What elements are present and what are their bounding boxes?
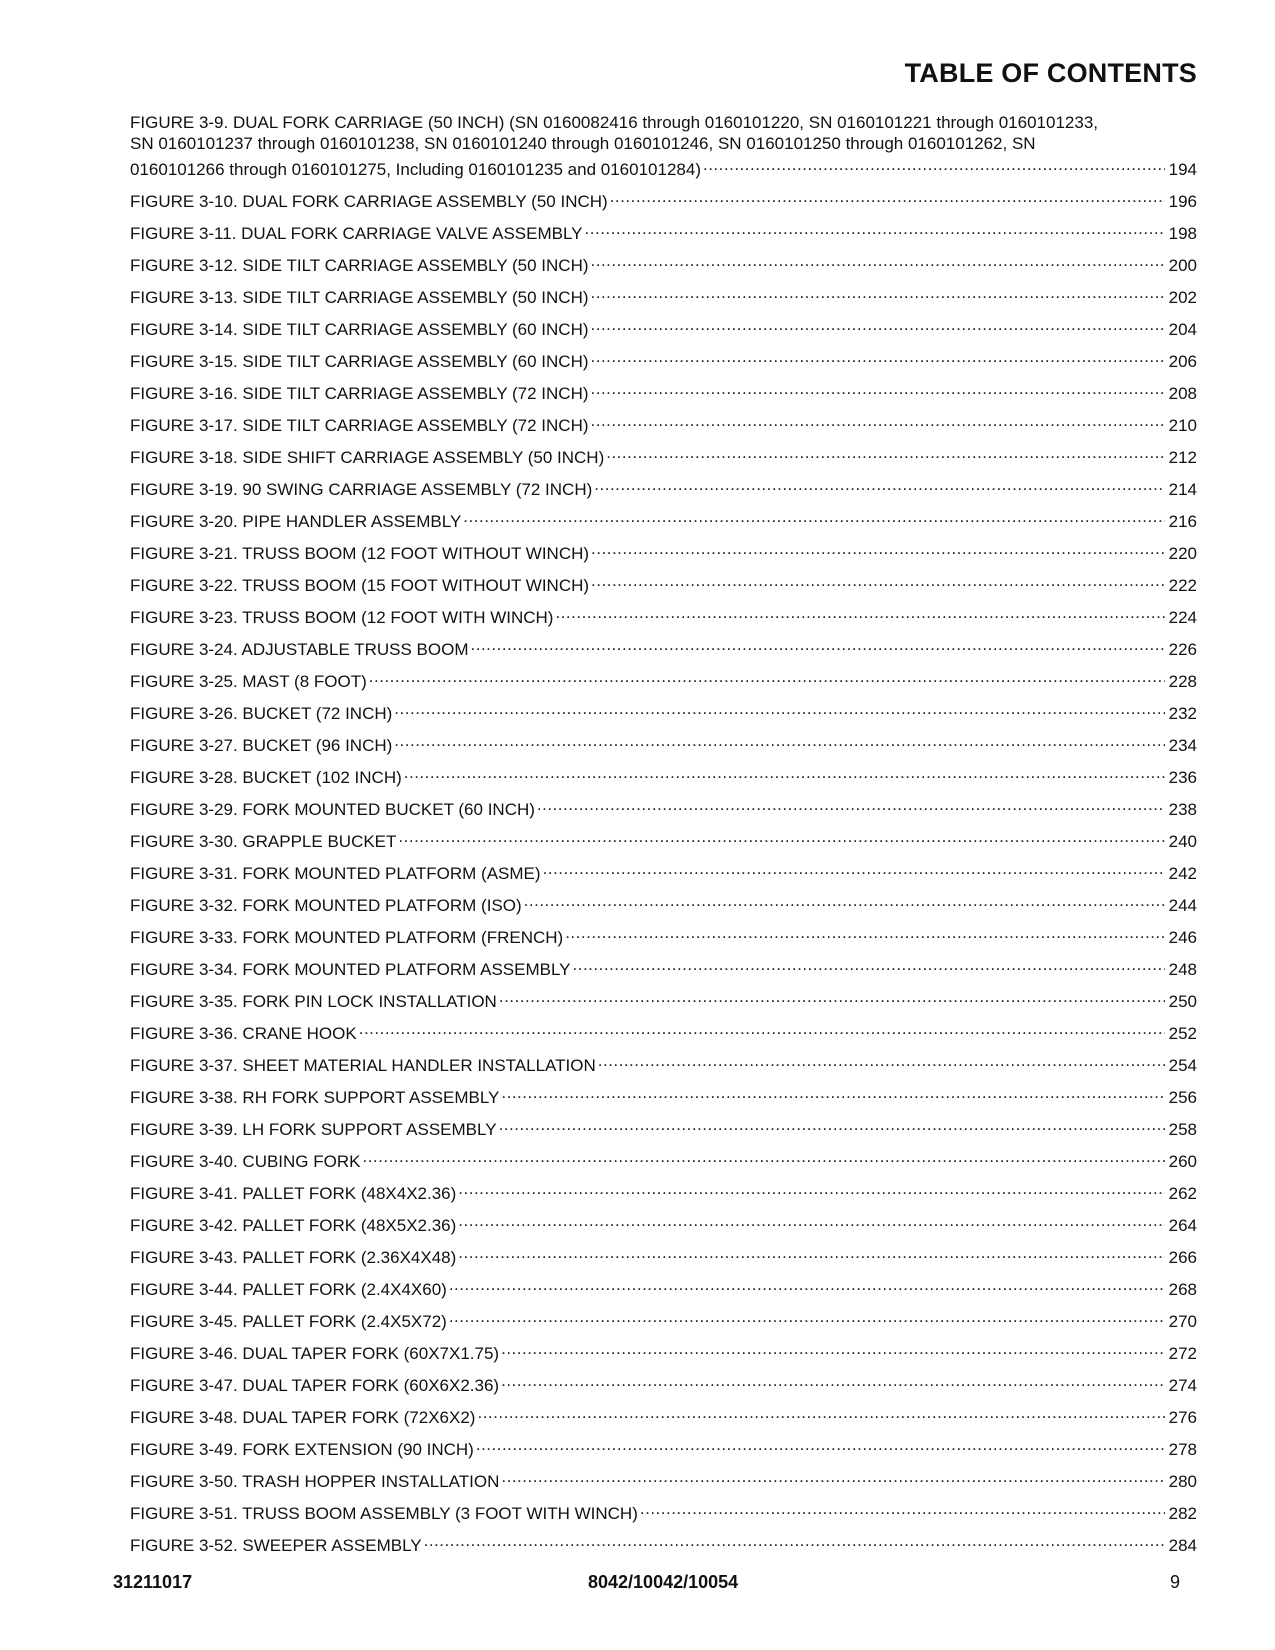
toc-entry-label: FIGURE 3-52. SWEEPER ASSEMBLY <box>130 1536 422 1555</box>
toc-entry-label: FIGURE 3-32. FORK MOUNTED PLATFORM (ISO) <box>130 896 522 915</box>
dot-leader <box>501 1466 1164 1487</box>
toc-entry-label: FIGURE 3-44. PALLET FORK (2.4X4X60) <box>130 1280 447 1299</box>
toc-entry-page: 254 <box>1168 1056 1197 1075</box>
toc-entry[interactable] <box>130 1114 1197 1139</box>
toc-entry[interactable] <box>130 250 1197 275</box>
dot-leader <box>458 1242 1164 1263</box>
dot-leader <box>591 410 1165 431</box>
toc-entry-page: 282 <box>1168 1504 1197 1523</box>
toc-entry[interactable] <box>130 346 1197 371</box>
toc-entry[interactable] <box>130 762 1197 787</box>
toc-entry-label: FIGURE 3-35. FORK PIN LOCK INSTALLATION <box>130 992 497 1011</box>
toc-entry[interactable] <box>130 986 1197 1011</box>
toc-entry-page: 250 <box>1168 992 1197 1011</box>
toc-list <box>130 186 1197 1555</box>
toc-entry-page: 284 <box>1168 1536 1197 1555</box>
toc-entry-label: FIGURE 3-30. GRAPPLE BUCKET <box>130 832 397 851</box>
dot-leader <box>424 1530 1165 1551</box>
toc-entry-line: FIGURE 3-9. DUAL FORK CARRIAGE (50 INCH) (SN 0160082416 through 0160101220, SN 0160101221 through 0160101233, <box>130 113 1098 132</box>
toc-entry-page: 278 <box>1168 1440 1197 1459</box>
toc-entry[interactable] <box>130 474 1197 499</box>
toc-entry-page: 240 <box>1168 832 1197 851</box>
toc-entry-page: 222 <box>1168 576 1197 595</box>
toc-entry-label: FIGURE 3-12. SIDE TILT CARRIAGE ASSEMBLY (50 INCH) <box>130 256 589 275</box>
dot-leader <box>476 1434 1165 1455</box>
toc-entry-label: FIGURE 3-11. DUAL FORK CARRIAGE VALVE ASSEMBLY <box>130 224 583 243</box>
toc-entry[interactable] <box>130 794 1197 819</box>
toc-entry-label: FIGURE 3-26. BUCKET (72 INCH) <box>130 704 393 723</box>
dot-leader <box>477 1402 1164 1423</box>
toc-entry[interactable] <box>130 1146 1197 1171</box>
toc-entry-label: FIGURE 3-50. TRASH HOPPER INSTALLATION <box>130 1472 500 1491</box>
dot-leader <box>573 954 1165 975</box>
toc-entry[interactable] <box>130 890 1197 915</box>
toc-entry-label: FIGURE 3-40. CUBING FORK <box>130 1152 361 1171</box>
toc-entry-page: 256 <box>1168 1088 1197 1107</box>
dot-leader <box>499 986 1165 1007</box>
toc-entry-label: FIGURE 3-19. 90 SWING CARRIAGE ASSEMBLY (72 INCH) <box>130 480 593 499</box>
toc-entry-page: 244 <box>1168 896 1197 915</box>
dot-leader <box>585 218 1165 239</box>
toc-entry-label: FIGURE 3-23. TRUSS BOOM (12 FOOT WITH WINCH) <box>130 608 554 627</box>
toc-entry-page: 198 <box>1168 224 1197 243</box>
toc-entry[interactable] <box>130 826 1197 851</box>
toc-entry[interactable] <box>130 1242 1197 1267</box>
toc-entry-label: FIGURE 3-15. SIDE TILT CARRIAGE ASSEMBLY (60 INCH) <box>130 352 589 371</box>
toc-entry-page: 236 <box>1168 768 1197 787</box>
footer-models: 8042/10042/10054 <box>588 1572 739 1592</box>
dot-leader <box>404 762 1165 783</box>
toc-entry[interactable] <box>130 1178 1197 1203</box>
toc-entry[interactable] <box>130 442 1197 467</box>
toc-entry[interactable] <box>130 218 1197 243</box>
toc-entry-first[interactable] <box>130 112 1197 179</box>
toc-entry-label: FIGURE 3-29. FORK MOUNTED BUCKET (60 INCH) <box>130 800 535 819</box>
toc-entry[interactable] <box>130 186 1197 211</box>
dot-leader <box>394 730 1164 751</box>
toc-entry-page: 234 <box>1168 736 1197 755</box>
dot-leader <box>591 314 1165 335</box>
toc-entry-label: FIGURE 3-13. SIDE TILT CARRIAGE ASSEMBLY (50 INCH) <box>130 288 589 307</box>
toc-entry-page: 210 <box>1168 416 1197 435</box>
toc-entry[interactable] <box>130 282 1197 307</box>
toc-entry-label: FIGURE 3-42. PALLET FORK (48X5X2.36) <box>130 1216 457 1235</box>
dot-leader <box>703 154 1165 175</box>
toc-entry[interactable] <box>130 538 1197 563</box>
toc-entry-label: FIGURE 3-10. DUAL FORK CARRIAGE ASSEMBLY (50 INCH) <box>130 192 608 211</box>
toc-entry-label: FIGURE 3-39. LH FORK SUPPORT ASSEMBLY <box>130 1120 497 1139</box>
footer-page-number: 9 <box>1169 1572 1180 1592</box>
dot-leader <box>598 1050 1165 1071</box>
dot-leader <box>501 1082 1164 1103</box>
toc-entry-page: 242 <box>1168 864 1197 883</box>
toc-entry-page: 208 <box>1168 384 1197 403</box>
dot-leader <box>398 826 1164 847</box>
toc-entry-label: FIGURE 3-22. TRUSS BOOM (15 FOOT WITHOUT WINCH) <box>130 576 590 595</box>
dot-leader <box>537 794 1165 815</box>
toc-entry-page: 266 <box>1168 1248 1197 1267</box>
toc-entry[interactable] <box>130 378 1197 403</box>
toc-entry[interactable] <box>130 922 1197 947</box>
toc-entry-page: 238 <box>1168 800 1197 819</box>
dot-leader <box>501 1370 1165 1391</box>
toc-entry-page: 224 <box>1168 608 1197 627</box>
toc-entry-page: 196 <box>1168 192 1197 211</box>
toc-entry-page: 252 <box>1168 1024 1197 1043</box>
dot-leader <box>499 1114 1165 1135</box>
dot-leader <box>463 506 1164 527</box>
dot-leader <box>449 1274 1165 1295</box>
dot-leader <box>591 346 1165 367</box>
toc-entry-label: FIGURE 3-27. BUCKET (96 INCH) <box>130 736 393 755</box>
toc-entry[interactable] <box>130 1402 1197 1427</box>
toc-entry-label: FIGURE 3-20. PIPE HANDLER ASSEMBLY <box>130 512 462 531</box>
dot-leader <box>606 442 1164 463</box>
toc-entry-label: FIGURE 3-37. SHEET MATERIAL HANDLER INSTALLATION <box>130 1056 596 1075</box>
toc-entry[interactable] <box>130 1050 1197 1075</box>
toc-entry[interactable] <box>130 1338 1197 1363</box>
toc-entry-label: FIGURE 3-24. ADJUSTABLE TRUSS BOOM <box>130 640 469 659</box>
toc-entry[interactable] <box>130 954 1197 979</box>
toc-entry-page: 264 <box>1168 1216 1197 1235</box>
toc-entry[interactable] <box>130 570 1197 595</box>
toc-entry-label: FIGURE 3-17. SIDE TILT CARRIAGE ASSEMBLY (72 INCH) <box>130 416 589 435</box>
toc-entry-label: FIGURE 3-41. PALLET FORK (48X4X2.36) <box>130 1184 457 1203</box>
toc-entry-page: 258 <box>1168 1120 1197 1139</box>
dot-leader <box>394 698 1164 719</box>
toc-entry[interactable] <box>130 314 1197 339</box>
toc-entry-label: FIGURE 3-18. SIDE SHIFT CARRIAGE ASSEMBLY (50 INCH) <box>130 448 605 467</box>
toc-entry-page: 272 <box>1168 1344 1197 1363</box>
toc-entry-page: 220 <box>1168 544 1197 563</box>
dot-leader <box>555 602 1164 623</box>
toc-entry-page: 212 <box>1168 448 1197 467</box>
toc-entry-page: 280 <box>1168 1472 1197 1491</box>
toc-entry-label: FIGURE 3-14. SIDE TILT CARRIAGE ASSEMBLY (60 INCH) <box>130 320 589 339</box>
toc-entry[interactable] <box>130 1466 1197 1491</box>
dot-leader <box>524 890 1165 911</box>
toc-entry-page: 268 <box>1168 1280 1197 1299</box>
toc-entry[interactable] <box>130 1530 1197 1555</box>
toc-entry-page: 246 <box>1168 928 1197 947</box>
toc-entry-page: 226 <box>1168 640 1197 659</box>
dot-leader <box>359 1018 1165 1039</box>
toc-entry[interactable] <box>130 634 1197 659</box>
dot-leader <box>591 282 1165 303</box>
toc-entry[interactable] <box>130 730 1197 755</box>
toc-entry-label: FIGURE 3-45. PALLET FORK (2.4X5X72) <box>130 1312 447 1331</box>
toc-entry-label: FIGURE 3-38. RH FORK SUPPORT ASSEMBLY <box>130 1088 500 1107</box>
dot-leader <box>458 1178 1164 1199</box>
toc-entry-label: FIGURE 3-36. CRANE HOOK <box>130 1024 357 1043</box>
dot-leader <box>591 250 1165 271</box>
toc-entry[interactable] <box>130 1306 1197 1331</box>
toc-entry-label: FIGURE 3-33. FORK MOUNTED PLATFORM (FRENCH) <box>130 928 564 947</box>
toc-entry-label: FIGURE 3-49. FORK EXTENSION (90 INCH) <box>130 1440 474 1459</box>
toc-entry[interactable] <box>130 1498 1197 1523</box>
toc-entry-page: 232 <box>1168 704 1197 723</box>
dot-leader <box>610 186 1165 207</box>
toc-entry-last-line <box>130 154 1197 179</box>
toc-entry-page: 248 <box>1168 960 1197 979</box>
toc-entry-label: FIGURE 3-28. BUCKET (102 INCH) <box>130 768 402 787</box>
toc-entry-page: 200 <box>1168 256 1197 275</box>
dot-leader <box>591 570 1165 591</box>
dot-leader <box>640 1498 1165 1519</box>
toc-entry-page: 260 <box>1168 1152 1197 1171</box>
toc-entry[interactable] <box>130 1082 1197 1107</box>
toc-entry-lines <box>130 112 1197 154</box>
toc-entry[interactable] <box>130 1210 1197 1235</box>
toc-entry-label: FIGURE 3-34. FORK MOUNTED PLATFORM ASSEMBLY <box>130 960 571 979</box>
toc-entry-label: FIGURE 3-48. DUAL TAPER FORK (72X6X2) <box>130 1408 476 1427</box>
toc-entry[interactable] <box>130 602 1197 627</box>
toc-entry[interactable] <box>130 1018 1197 1043</box>
dot-leader <box>458 1210 1164 1231</box>
toc-entry-label: FIGURE 3-21. TRUSS BOOM (12 FOOT WITHOUT WINCH) <box>130 544 590 563</box>
dot-leader <box>449 1306 1165 1327</box>
dot-leader <box>362 1146 1164 1167</box>
dot-leader <box>565 922 1164 943</box>
toc-entry[interactable] <box>130 666 1197 691</box>
page-title: TABLE OF CONTENTS <box>904 58 1197 88</box>
toc-entry[interactable] <box>130 506 1197 531</box>
toc-entry-page: 274 <box>1168 1376 1197 1395</box>
toc-entry-label: FIGURE 3-16. SIDE TILT CARRIAGE ASSEMBLY (72 INCH) <box>130 384 589 403</box>
toc-entry[interactable] <box>130 1370 1197 1395</box>
toc-entry[interactable] <box>130 858 1197 883</box>
dot-leader <box>369 666 1165 687</box>
toc-entry-label: FIGURE 3-31. FORK MOUNTED PLATFORM (ASME) <box>130 864 541 883</box>
toc-entry-page: 214 <box>1168 480 1197 499</box>
toc-entry-label: FIGURE 3-25. MAST (8 FOOT) <box>130 672 367 691</box>
toc-entry-label: FIGURE 3-47. DUAL TAPER FORK (60X6X2.36) <box>130 1376 500 1395</box>
toc-entry-page: 270 <box>1168 1312 1197 1331</box>
toc-entry-page: 276 <box>1168 1408 1197 1427</box>
dot-leader <box>591 538 1165 559</box>
toc-entry-label: FIGURE 3-43. PALLET FORK (2.36X4X48) <box>130 1248 457 1267</box>
toc-entry-page: 194 <box>1168 160 1197 179</box>
dot-leader <box>501 1338 1165 1359</box>
toc-entry-page: 262 <box>1168 1184 1197 1203</box>
toc-entry-page: 206 <box>1168 352 1197 371</box>
toc-entry[interactable] <box>130 698 1197 723</box>
dot-leader <box>591 378 1165 399</box>
toc-entry-label: FIGURE 3-51. TRUSS BOOM ASSEMBLY (3 FOOT WITH WINCH) <box>130 1504 638 1523</box>
dot-leader <box>543 858 1165 879</box>
toc-entry[interactable] <box>130 1434 1197 1459</box>
toc-entry-label: FIGURE 3-46. DUAL TAPER FORK (60X7X1.75) <box>130 1344 500 1363</box>
toc-entry-page: 216 <box>1168 512 1197 531</box>
dot-leader <box>594 474 1164 495</box>
toc-entry-page: 204 <box>1168 320 1197 339</box>
footer-doc-number: 31211017 <box>113 1572 193 1592</box>
toc-entry[interactable] <box>130 1274 1197 1299</box>
toc-entry-label: 0160101266 through 0160101275, Including 0160101235 and 0160101284) <box>130 160 701 179</box>
table-of-contents <box>130 112 1197 1562</box>
toc-entry-line: SN 0160101237 through 0160101238, SN 0160101240 through 0160101246, SN 0160101250 through 0160101262, SN <box>130 134 1036 153</box>
dot-leader <box>471 634 1165 655</box>
toc-entry-page: 228 <box>1168 672 1197 691</box>
toc-entry-page: 202 <box>1168 288 1197 307</box>
toc-entry[interactable] <box>130 410 1197 435</box>
